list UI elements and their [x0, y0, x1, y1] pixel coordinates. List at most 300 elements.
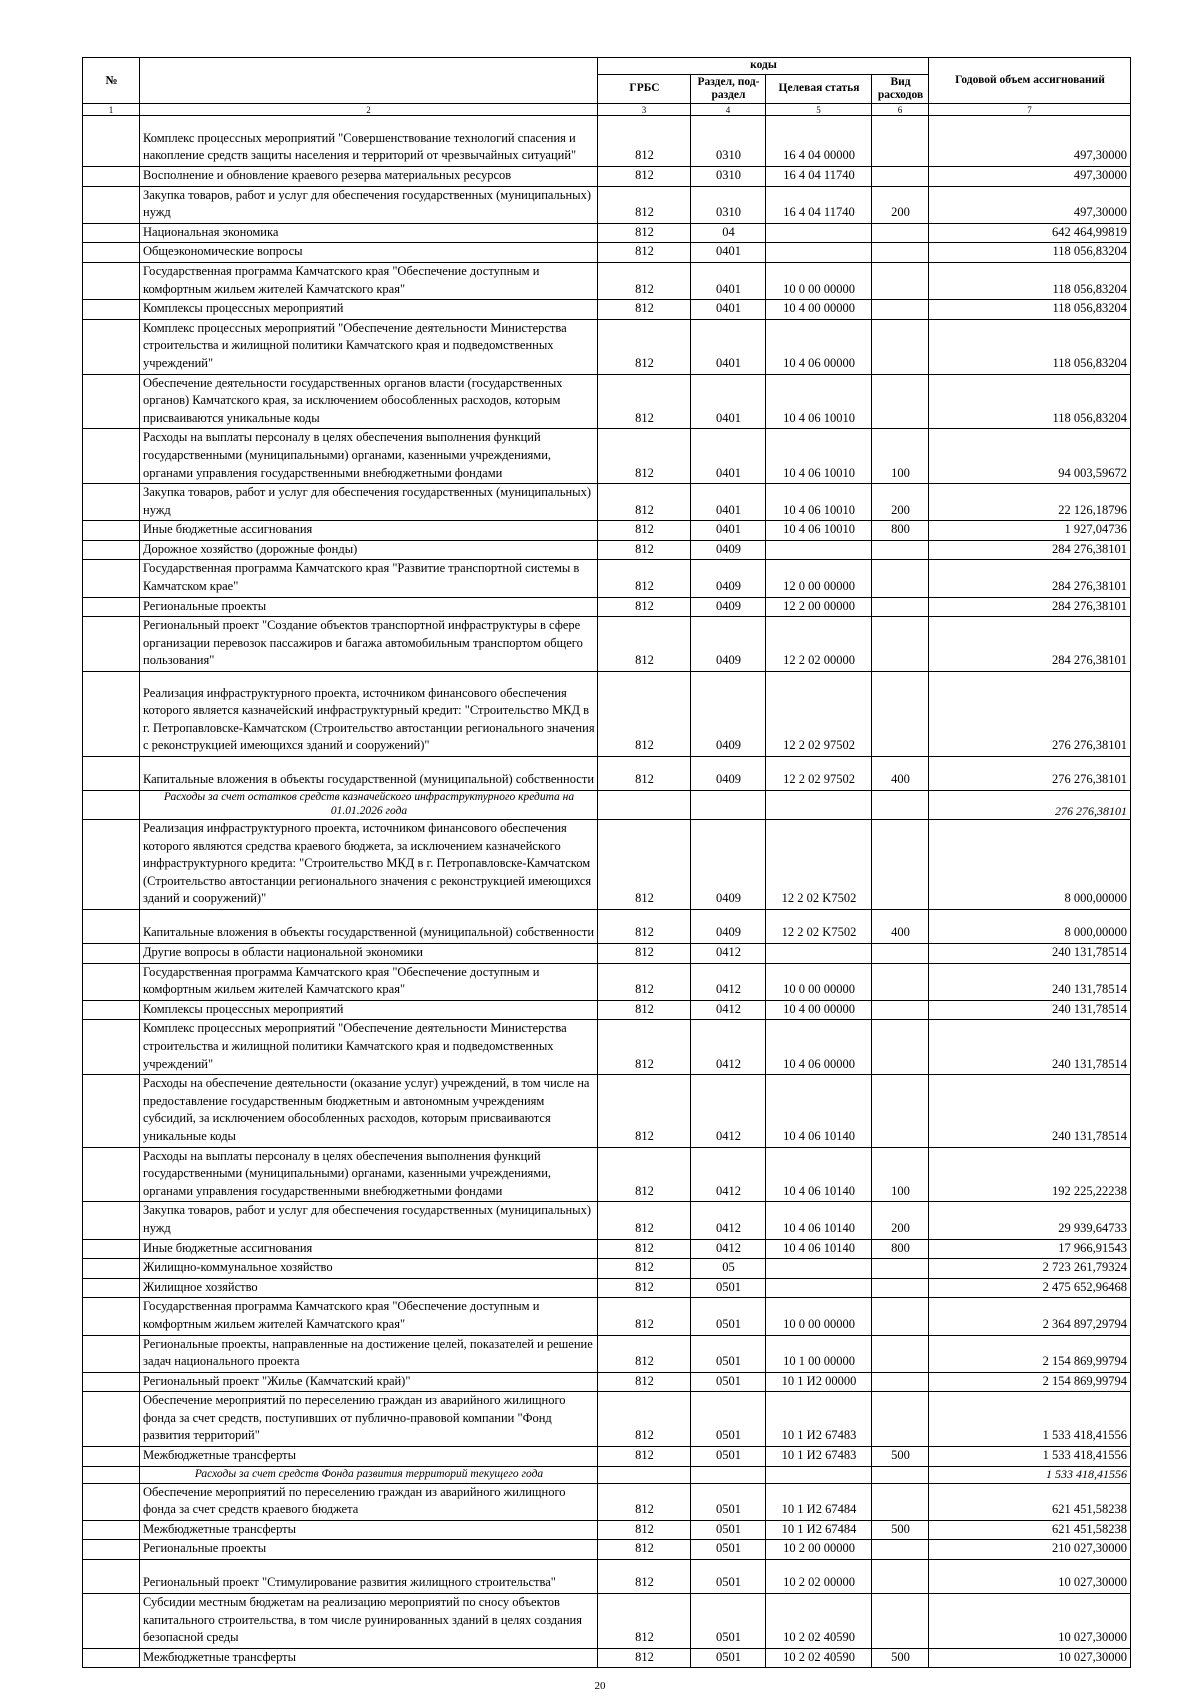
cell-vid	[872, 1278, 929, 1298]
cell-amount: 118 056,83204	[929, 300, 1131, 320]
cell-vid	[872, 1560, 929, 1594]
cell-grbs: 812	[598, 1520, 691, 1540]
cell-amount: 240 131,78514	[929, 1020, 1131, 1075]
cell-name: Региональный проект "Жилье (Камчатский край)"	[140, 1372, 598, 1392]
cell-amount: 94 003,59672	[929, 429, 1131, 484]
cell-razdel: 04	[691, 223, 766, 243]
header-vid: Вид расходов	[872, 75, 929, 104]
cell-number	[83, 1447, 140, 1467]
cell-vid	[872, 223, 929, 243]
cell-vid	[872, 791, 929, 820]
cell-grbs: 812	[598, 963, 691, 1000]
cell-grbs	[598, 1466, 691, 1483]
cell-razdel: 0401	[691, 484, 766, 521]
cell-cel: 10 1 И2 00000	[766, 1372, 872, 1392]
cell-number	[83, 1278, 140, 1298]
cell-number	[83, 167, 140, 187]
cell-grbs: 812	[598, 1392, 691, 1447]
cell-razdel: 0412	[691, 1202, 766, 1239]
cell-number	[83, 1202, 140, 1239]
cell-razdel: 0401	[691, 374, 766, 429]
cell-amount: 8 000,00000	[929, 820, 1131, 910]
cell-number	[83, 116, 140, 167]
cell-razdel	[691, 1466, 766, 1483]
cell-cel: 10 1 00 00000	[766, 1335, 872, 1372]
table-row	[83, 429, 1131, 484]
cell-amount: 642 464,99819	[929, 223, 1131, 243]
table-row	[83, 1259, 1131, 1279]
cell-amount: 497,30000	[929, 116, 1131, 167]
cell-number	[83, 1020, 140, 1075]
cell-vid: 100	[872, 1147, 929, 1202]
table-row	[83, 963, 1131, 1000]
cell-cel: 12 2 00 00000	[766, 597, 872, 617]
cell-amount: 284 276,38101	[929, 617, 1131, 672]
cell-vid	[872, 1335, 929, 1372]
header-number: №	[83, 58, 140, 104]
header-cel: Целевая статья	[766, 75, 872, 104]
cell-number	[83, 1648, 140, 1668]
cell-amount: 2 364 897,29794	[929, 1298, 1131, 1335]
cell-cel	[766, 540, 872, 560]
cell-amount: 2 154 869,99794	[929, 1335, 1131, 1372]
cell-name: Региональный проект "Стимулирование развития жилищного строительства"	[140, 1560, 598, 1594]
cell-cel: 10 2 02 40590	[766, 1594, 872, 1649]
cell-name: Капитальные вложения в объекты государственной (муниципальной) собственности	[140, 757, 598, 791]
header-razdel: Раздел, под-раздел	[691, 75, 766, 104]
cell-grbs: 812	[598, 484, 691, 521]
cell-vid	[872, 1466, 929, 1483]
cell-razdel: 0409	[691, 757, 766, 791]
cell-amount: 118 056,83204	[929, 319, 1131, 374]
cell-name: Обеспечение мероприятий по переселению граждан из аварийного жилищного фонда за счет средств краевого бюджета	[140, 1483, 598, 1520]
cell-number	[83, 791, 140, 820]
cell-razdel: 0412	[691, 1075, 766, 1147]
cell-grbs: 812	[598, 560, 691, 597]
cell-name: Национальная экономика	[140, 223, 598, 243]
cell-name: Обеспечение деятельности государственных органов власти (государственных органов) Камчатского края, за исключением обособленных расходов, которым присваиваются уникальные коды	[140, 374, 598, 429]
cell-grbs: 812	[598, 1335, 691, 1372]
cell-vid: 400	[872, 910, 929, 944]
table-row	[83, 186, 1131, 223]
cell-name: Расходы на выплаты персоналу в целях обеспечения выполнения функций государственными (муниципальными) органами, казенными учреждениями, органами управления государственными внебюджетными фондами	[140, 1147, 598, 1202]
table-row	[83, 1075, 1131, 1147]
cell-name: Реализация инфраструктурного проекта, источником финансового обеспечения которого являются средства краевого бюджета, за исключением казначейского инфраструктурного кредита: "Строительство МКД в г. Петропавловске-Камчатском (Строительство автостанции регионального значения с реконструкцией имеющихся зданий и сооружений)"	[140, 820, 598, 910]
cell-vid	[872, 243, 929, 263]
cell-vid	[872, 1075, 929, 1147]
cell-vid: 200	[872, 186, 929, 223]
table-row	[83, 560, 1131, 597]
cell-razdel: 0310	[691, 186, 766, 223]
cell-grbs: 812	[598, 1648, 691, 1668]
cell-number	[83, 1298, 140, 1335]
header-grbs: ГРБС	[598, 75, 691, 104]
table-row	[83, 757, 1131, 791]
cell-razdel: 0409	[691, 597, 766, 617]
cell-grbs: 812	[598, 540, 691, 560]
cell-vid	[872, 116, 929, 167]
table-row	[83, 1335, 1131, 1372]
cell-number	[83, 1239, 140, 1259]
cell-razdel: 0412	[691, 944, 766, 964]
page-number: 20	[594, 1680, 606, 1692]
cell-number	[83, 484, 140, 521]
cell-cel: 10 1 И2 67483	[766, 1447, 872, 1467]
cell-razdel: 0501	[691, 1594, 766, 1649]
cell-vid: 800	[872, 1239, 929, 1259]
cell-razdel: 0501	[691, 1520, 766, 1540]
cell-grbs: 812	[598, 1298, 691, 1335]
cell-vid	[872, 560, 929, 597]
cell-amount: 10 027,30000	[929, 1594, 1131, 1649]
cell-grbs: 812	[598, 1239, 691, 1259]
cell-grbs: 812	[598, 223, 691, 243]
cell-number	[83, 1520, 140, 1540]
cell-razdel: 0501	[691, 1648, 766, 1668]
cell-grbs: 812	[598, 944, 691, 964]
cell-amount: 2 154 869,99794	[929, 1372, 1131, 1392]
cell-cel	[766, 243, 872, 263]
cell-grbs: 812	[598, 910, 691, 944]
cell-amount: 29 939,64733	[929, 1202, 1131, 1239]
cell-cel: 10 0 00 00000	[766, 262, 872, 299]
header-col-number: 3	[598, 104, 691, 116]
cell-name: Межбюджетные трансферты	[140, 1447, 598, 1467]
cell-vid	[872, 597, 929, 617]
table-row	[83, 319, 1131, 374]
cell-grbs: 812	[598, 1020, 691, 1075]
cell-name: Региональные проекты, направленные на достижение целей, показателей и решение задач национального проекта	[140, 1335, 598, 1372]
cell-cel: 10 4 06 10140	[766, 1147, 872, 1202]
cell-vid	[872, 262, 929, 299]
cell-cel: 16 4 04 11740	[766, 186, 872, 223]
cell-number	[83, 262, 140, 299]
cell-number	[83, 1335, 140, 1372]
cell-name: Региональные проекты	[140, 1540, 598, 1560]
cell-razdel: 0501	[691, 1483, 766, 1520]
table-row	[83, 617, 1131, 672]
cell-razdel: 0409	[691, 820, 766, 910]
cell-grbs: 812	[598, 116, 691, 167]
cell-number	[83, 1483, 140, 1520]
cell-cel	[766, 791, 872, 820]
cell-name: Комплекс процессных мероприятий "Обеспечение деятельности Министерства строительства и жилищной политики Камчатского края и подведомственных учреждений"	[140, 319, 598, 374]
table-row	[83, 1372, 1131, 1392]
table-row	[83, 1202, 1131, 1239]
cell-amount: 8 000,00000	[929, 910, 1131, 944]
cell-razdel: 0310	[691, 167, 766, 187]
cell-cel: 10 4 06 10140	[766, 1075, 872, 1147]
cell-vid	[872, 1372, 929, 1392]
header-name	[140, 58, 598, 104]
cell-razdel: 0412	[691, 1147, 766, 1202]
cell-cel: 10 4 00 00000	[766, 1000, 872, 1020]
cell-number	[83, 1372, 140, 1392]
cell-cel: 10 0 00 00000	[766, 1298, 872, 1335]
cell-number	[83, 1560, 140, 1594]
cell-grbs: 812	[598, 1075, 691, 1147]
cell-cel	[766, 1259, 872, 1279]
cell-amount: 118 056,83204	[929, 374, 1131, 429]
cell-number	[83, 223, 140, 243]
cell-amount: 240 131,78514	[929, 944, 1131, 964]
cell-cel: 12 2 02 97502	[766, 672, 872, 757]
cell-amount: 210 027,30000	[929, 1540, 1131, 1560]
cell-grbs: 812	[598, 1560, 691, 1594]
cell-number	[83, 1392, 140, 1447]
cell-vid	[872, 167, 929, 187]
cell-name: Государственная программа Камчатского края "Обеспечение доступным и комфортным жильем жителей Камчатского края"	[140, 262, 598, 299]
cell-vid	[872, 963, 929, 1000]
cell-cel: 10 4 06 00000	[766, 319, 872, 374]
cell-cel	[766, 1466, 872, 1483]
cell-vid	[872, 1392, 929, 1447]
cell-grbs: 812	[598, 300, 691, 320]
cell-number	[83, 1594, 140, 1649]
cell-grbs: 812	[598, 243, 691, 263]
cell-grbs: 812	[598, 1483, 691, 1520]
cell-name: Расходы за счет средств Фонда развития территорий текущего года	[140, 1466, 598, 1483]
cell-name: Жилищное хозяйство	[140, 1278, 598, 1298]
cell-number	[83, 243, 140, 263]
table-row	[83, 223, 1131, 243]
cell-amount: 276 276,38101	[929, 757, 1131, 791]
table-row	[83, 1520, 1131, 1540]
header-amount: Годовой объем ассигнований	[929, 58, 1131, 104]
cell-amount: 10 027,30000	[929, 1560, 1131, 1594]
cell-razdel: 0501	[691, 1540, 766, 1560]
cell-name: Комплексы процессных мероприятий	[140, 1000, 598, 1020]
cell-cel: 10 1 И2 67484	[766, 1483, 872, 1520]
cell-name: Комплекс процессных мероприятий "Совершенствование технологий спасения и накопление средств защиты населения и территорий от чрезвычайных ситуаций"	[140, 116, 598, 167]
cell-grbs: 812	[598, 521, 691, 541]
table-row	[83, 540, 1131, 560]
cell-vid	[872, 374, 929, 429]
cell-cel: 10 2 02 40590	[766, 1648, 872, 1668]
cell-amount: 1 927,04736	[929, 521, 1131, 541]
table-row	[83, 1594, 1131, 1649]
table-row	[83, 243, 1131, 263]
cell-name: Расходы за счет остатков средств казначейского инфраструктурного кредита на 01.01.2026 года	[140, 791, 598, 820]
cell-number	[83, 820, 140, 910]
cell-grbs: 812	[598, 186, 691, 223]
cell-amount: 1 533 418,41556	[929, 1392, 1131, 1447]
note-row	[83, 1466, 1131, 1483]
cell-cel: 10 0 00 00000	[766, 963, 872, 1000]
cell-amount: 621 451,58238	[929, 1483, 1131, 1520]
cell-cel: 10 4 06 10010	[766, 484, 872, 521]
cell-vid: 500	[872, 1648, 929, 1668]
cell-name: Комплекс процессных мероприятий "Обеспечение деятельности Министерства строительства и жилищной политики Камчатского края и подведомственных учреждений"	[140, 1020, 598, 1075]
cell-cel: 10 1 И2 67484	[766, 1520, 872, 1540]
cell-razdel: 0412	[691, 1000, 766, 1020]
cell-cel: 10 2 00 00000	[766, 1540, 872, 1560]
cell-razdel: 0409	[691, 560, 766, 597]
cell-vid	[872, 617, 929, 672]
cell-name: Региональный проект "Создание объектов транспортной инфраструктуры в сфере организации перевозок пассажиров и багажа автомобильным транспортом общего пользования"	[140, 617, 598, 672]
cell-amount: 276 276,38101	[929, 791, 1131, 820]
cell-cel: 12 2 02 K7502	[766, 910, 872, 944]
cell-number	[83, 963, 140, 1000]
cell-grbs: 812	[598, 1594, 691, 1649]
cell-razdel: 0412	[691, 1239, 766, 1259]
cell-name: Дорожное хозяйство (дорожные фонды)	[140, 540, 598, 560]
table-row	[83, 910, 1131, 944]
cell-number	[83, 1075, 140, 1147]
cell-razdel	[691, 791, 766, 820]
table-row	[83, 1392, 1131, 1447]
cell-razdel: 0501	[691, 1372, 766, 1392]
cell-amount: 1 533 418,41556	[929, 1447, 1131, 1467]
cell-cel: 16 4 04 11740	[766, 167, 872, 187]
cell-razdel: 0501	[691, 1560, 766, 1594]
cell-grbs: 812	[598, 319, 691, 374]
header-col-number: 7	[929, 104, 1131, 116]
table-row	[83, 1648, 1131, 1668]
cell-amount: 2 723 261,79324	[929, 1259, 1131, 1279]
cell-vid	[872, 1000, 929, 1020]
cell-number	[83, 560, 140, 597]
cell-razdel: 0401	[691, 319, 766, 374]
cell-razdel: 0409	[691, 672, 766, 757]
cell-grbs: 812	[598, 262, 691, 299]
table-row	[83, 1483, 1131, 1520]
cell-number	[83, 617, 140, 672]
cell-cel: 10 2 02 00000	[766, 1560, 872, 1594]
cell-number	[83, 521, 140, 541]
cell-grbs	[598, 791, 691, 820]
cell-number	[83, 374, 140, 429]
cell-cel: 10 4 00 00000	[766, 300, 872, 320]
cell-vid	[872, 540, 929, 560]
cell-grbs: 812	[598, 1278, 691, 1298]
cell-grbs: 812	[598, 374, 691, 429]
cell-cel: 12 2 02 97502	[766, 757, 872, 791]
cell-amount: 10 027,30000	[929, 1648, 1131, 1668]
cell-razdel: 0501	[691, 1298, 766, 1335]
cell-grbs: 812	[598, 1372, 691, 1392]
cell-vid	[872, 319, 929, 374]
table-row	[83, 1560, 1131, 1594]
cell-razdel: 0501	[691, 1392, 766, 1447]
table-row	[83, 262, 1131, 299]
cell-name: Другие вопросы в области национальной экономики	[140, 944, 598, 964]
cell-cel: 12 0 00 00000	[766, 560, 872, 597]
table-row	[83, 374, 1131, 429]
cell-cel: 12 2 02 K7502	[766, 820, 872, 910]
cell-name: Обеспечение мероприятий по переселению граждан из аварийного жилищного фонда за счет средств, поступивших от публично-правовой компании "Фонд развития территорий"	[140, 1392, 598, 1447]
cell-razdel: 0409	[691, 617, 766, 672]
cell-grbs: 812	[598, 1000, 691, 1020]
cell-name: Комплексы процессных мероприятий	[140, 300, 598, 320]
cell-name: Региональные проекты	[140, 597, 598, 617]
cell-name: Иные бюджетные ассигнования	[140, 1239, 598, 1259]
cell-razdel: 0412	[691, 963, 766, 1000]
cell-cel: 16 4 04 00000	[766, 116, 872, 167]
cell-name: Восполнение и обновление краевого резерва материальных ресурсов	[140, 167, 598, 187]
table-row	[83, 1447, 1131, 1467]
table-row	[83, 167, 1131, 187]
header-col-number: 1	[83, 104, 140, 116]
cell-razdel: 0401	[691, 429, 766, 484]
cell-amount: 22 126,18796	[929, 484, 1131, 521]
cell-amount: 621 451,58238	[929, 1520, 1131, 1540]
cell-vid	[872, 672, 929, 757]
header-col-number: 4	[691, 104, 766, 116]
cell-amount: 17 966,91543	[929, 1239, 1131, 1259]
budget-table	[82, 57, 1131, 1668]
cell-name: Государственная программа Камчатского края "Обеспечение доступным и комфортным жильем жителей Камчатского края"	[140, 963, 598, 1000]
cell-grbs: 812	[598, 1259, 691, 1279]
table-row	[83, 521, 1131, 541]
table-header	[83, 58, 1131, 116]
cell-cel: 10 4 06 00000	[766, 1020, 872, 1075]
header-col-number: 2	[140, 104, 598, 116]
cell-name: Закупка товаров, работ и услуг для обеспечения государственных (муниципальных) нужд	[140, 484, 598, 521]
cell-cel: 10 4 06 10140	[766, 1202, 872, 1239]
cell-name: Расходы на обеспечение деятельности (оказание услуг) учреждений, в том числе на предоставление государственным бюджетным и автономным учреждениям субсидий, за исключением обособленных расходов, которым присваиваются уникальные коды	[140, 1075, 598, 1147]
cell-amount: 497,30000	[929, 167, 1131, 187]
cell-vid: 400	[872, 757, 929, 791]
header-col-number: 6	[872, 104, 929, 116]
cell-vid	[872, 1540, 929, 1560]
cell-amount: 284 276,38101	[929, 540, 1131, 560]
cell-grbs: 812	[598, 820, 691, 910]
table-row	[83, 1540, 1131, 1560]
cell-number	[83, 1259, 140, 1279]
cell-razdel: 0501	[691, 1335, 766, 1372]
cell-name: Межбюджетные трансферты	[140, 1648, 598, 1668]
cell-number	[83, 300, 140, 320]
cell-grbs: 812	[598, 672, 691, 757]
cell-vid: 200	[872, 1202, 929, 1239]
cell-razdel: 05	[691, 1259, 766, 1279]
cell-name: Расходы на выплаты персоналу в целях обеспечения выполнения функций государственными (муниципальными) органами, казенными учреждениями, органами управления государственными внебюджетными фондами	[140, 429, 598, 484]
cell-razdel: 0401	[691, 243, 766, 263]
cell-cel	[766, 223, 872, 243]
cell-amount: 497,30000	[929, 186, 1131, 223]
cell-name: Капитальные вложения в объекты государственной (муниципальной) собственности	[140, 910, 598, 944]
cell-cel: 10 4 06 10140	[766, 1239, 872, 1259]
cell-cel: 10 4 06 10010	[766, 374, 872, 429]
cell-amount: 2 475 652,96468	[929, 1278, 1131, 1298]
cell-vid	[872, 944, 929, 964]
cell-amount: 118 056,83204	[929, 243, 1131, 263]
cell-razdel: 0409	[691, 540, 766, 560]
cell-vid	[872, 820, 929, 910]
table-row	[83, 597, 1131, 617]
cell-vid: 500	[872, 1447, 929, 1467]
cell-amount: 192 225,22238	[929, 1147, 1131, 1202]
cell-vid	[872, 1298, 929, 1335]
cell-razdel: 0501	[691, 1447, 766, 1467]
table-row	[83, 1278, 1131, 1298]
cell-vid: 200	[872, 484, 929, 521]
cell-grbs: 812	[598, 167, 691, 187]
cell-number	[83, 672, 140, 757]
cell-grbs: 812	[598, 429, 691, 484]
cell-razdel: 0412	[691, 1020, 766, 1075]
cell-name: Государственная программа Камчатского края "Развитие транспортной системы в Камчатском крае"	[140, 560, 598, 597]
cell-amount: 284 276,38101	[929, 597, 1131, 617]
cell-vid	[872, 300, 929, 320]
table-row	[83, 1000, 1131, 1020]
cell-vid	[872, 1483, 929, 1520]
cell-razdel: 0501	[691, 1278, 766, 1298]
header-col-number: 5	[766, 104, 872, 116]
cell-number	[83, 1466, 140, 1483]
cell-vid: 100	[872, 429, 929, 484]
